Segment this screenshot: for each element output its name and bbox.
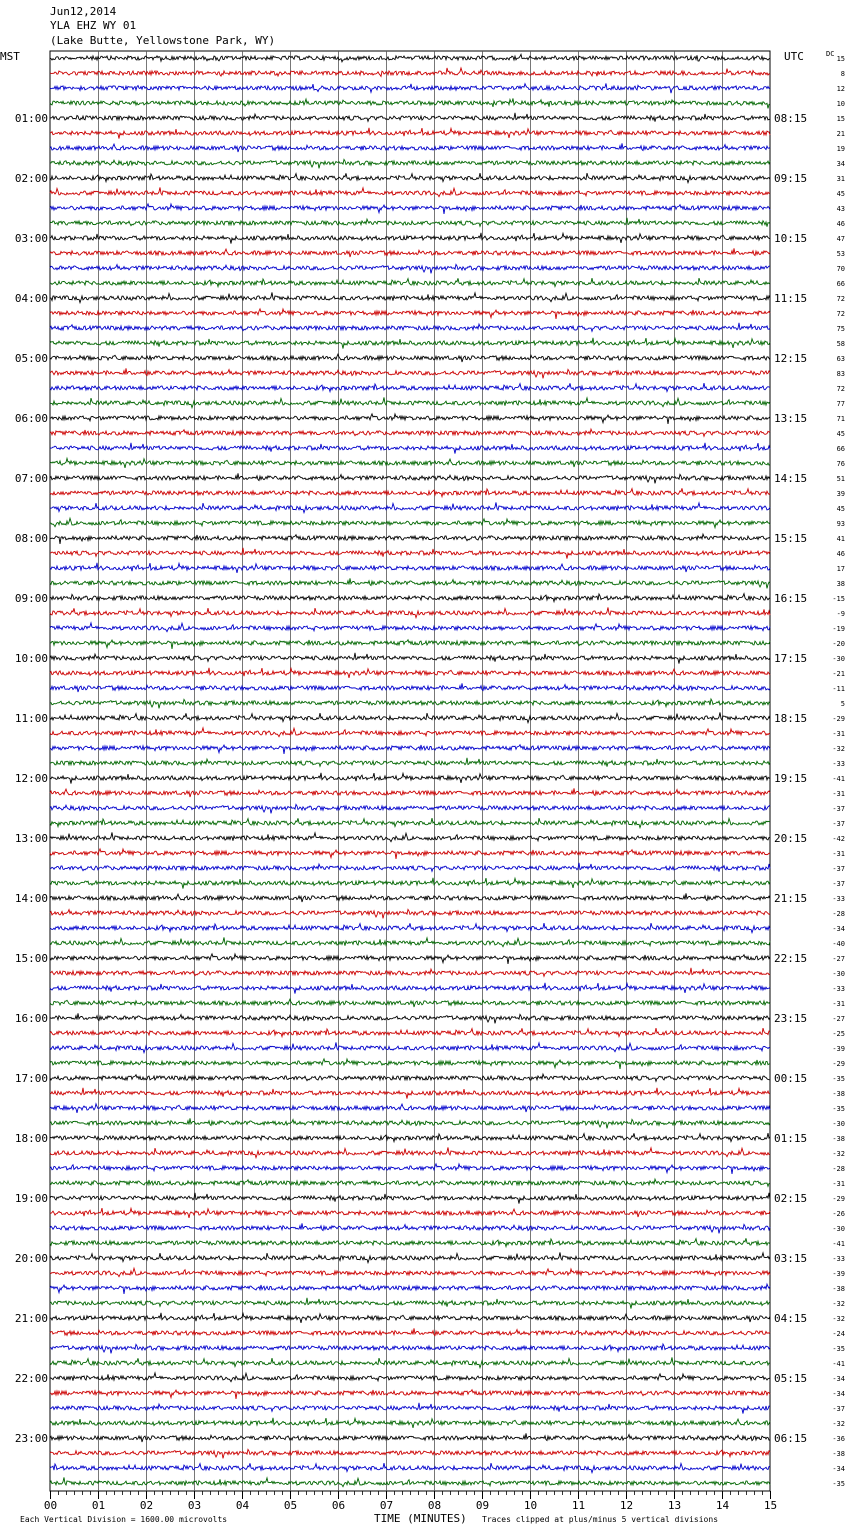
seismic-trace [50, 1357, 770, 1367]
seismic-trace [50, 1238, 770, 1246]
dc-offset-label: -26 [832, 1210, 845, 1218]
seismic-trace [50, 1252, 770, 1262]
seismic-trace [50, 1223, 770, 1233]
dc-offset-label: -40 [832, 940, 845, 948]
seismic-trace [50, 1284, 770, 1294]
seismic-trace [50, 1390, 770, 1399]
dc-offset-label: 15 [836, 115, 845, 123]
time-grid [50, 51, 770, 1491]
dc-offset-label: 31 [836, 175, 845, 183]
dc-offset-label: 34 [836, 160, 845, 168]
dc-offset-label: -37 [832, 1405, 845, 1413]
chart-date: Jun12,2014 [50, 5, 117, 18]
utc-hour-label: 03:15 [774, 1252, 808, 1265]
x-tick-label: 01 [91, 1499, 106, 1512]
seismic-trace [50, 1298, 770, 1309]
seismic-trace [50, 1328, 770, 1335]
seismic-trace [50, 248, 770, 257]
dc-offset-label: -38 [832, 1450, 845, 1458]
dc-offset-label: 45 [836, 190, 845, 198]
seismic-trace [50, 788, 770, 797]
dc-offset-label: -34 [832, 1375, 845, 1383]
seismic-trace [50, 607, 770, 617]
dc-offset-label: 66 [836, 445, 845, 453]
utc-hour-label: 01:15 [774, 1132, 808, 1145]
seismic-trace [50, 473, 770, 483]
dc-offset-label: 12 [836, 85, 845, 93]
mst-hour-label: 13:00 [14, 832, 48, 845]
seismic-trace [50, 264, 770, 273]
dc-offset-label: -11 [832, 685, 845, 693]
utc-hour-label: 23:15 [774, 1012, 808, 1025]
dc-offset-label: 46 [836, 220, 845, 228]
dc-offset-label: -33 [832, 760, 845, 768]
utc-axis-title: UTC [784, 50, 804, 63]
dc-offset-label: 46 [836, 550, 845, 558]
seismic-trace [50, 143, 770, 152]
seismic-trace [50, 233, 770, 244]
mst-hour-label: 20:00 [14, 1252, 48, 1265]
dc-offset-label: 41 [836, 535, 845, 543]
dc-offset-label: -24 [832, 1330, 845, 1338]
seismic-trace [50, 683, 770, 692]
seismic-trace [50, 1418, 770, 1428]
utc-hour-label: 21:15 [774, 892, 808, 905]
seismic-trace [50, 1463, 770, 1473]
dc-offset-label: 8 [840, 70, 845, 78]
dc-offset-label: -27 [832, 1015, 845, 1023]
x-tick-label: 15 [763, 1499, 778, 1512]
dc-offset-label: -20 [832, 640, 845, 648]
seismic-trace [50, 128, 770, 139]
seismic-trace [50, 1164, 770, 1174]
seismic-trace [50, 1074, 770, 1081]
seismic-trace [50, 502, 770, 512]
dc-offset-label: -39 [832, 1045, 845, 1053]
dc-offset-label: -35 [832, 1075, 845, 1083]
dc-offset-label: -28 [832, 1165, 845, 1173]
mst-hour-label: 12:00 [14, 772, 48, 785]
dc-offset-label: -32 [832, 1150, 845, 1158]
x-tick-label: 09 [475, 1499, 490, 1512]
clip-note: Traces clipped at plus/minus 5 vertical divisions [482, 1515, 719, 1524]
seismic-trace [50, 218, 770, 227]
seismic-trace [50, 113, 770, 122]
seismic-trace [50, 699, 770, 708]
seismic-trace [50, 488, 770, 496]
utc-hour-label: 22:15 [774, 952, 808, 965]
dc-offset-label: 53 [836, 250, 845, 258]
dc-offset-label: -27 [832, 955, 845, 963]
seismic-trace [50, 773, 770, 784]
station-location: (Lake Butte, Yellowstone Park, WY) [50, 34, 276, 47]
seismic-trace [50, 1403, 770, 1414]
dc-offset-label: 21 [836, 130, 845, 138]
dc-offset-label: 76 [836, 460, 845, 468]
dc-offset-label: -29 [832, 1060, 845, 1068]
dc-offset-label: -30 [832, 970, 845, 978]
dc-offset-label: -19 [832, 625, 845, 633]
dc-offset-label: 45 [836, 430, 845, 438]
utc-hour-label: 18:15 [774, 712, 808, 725]
dc-offset-label: -35 [832, 1480, 845, 1488]
seismic-trace [50, 804, 770, 813]
mst-hour-label: 02:00 [14, 172, 48, 185]
dc-offset-label: -35 [832, 1345, 845, 1353]
seismic-trace [50, 968, 770, 977]
dc-offset-label: 38 [836, 580, 845, 588]
dc-offset-label: -9 [836, 610, 845, 618]
seismic-trace [50, 1028, 770, 1037]
seismic-trace [50, 1193, 770, 1204]
seismic-trace [50, 878, 770, 889]
seismic-trace [50, 1013, 770, 1023]
seismic-trace [50, 563, 770, 573]
utc-hour-label: 19:15 [774, 772, 808, 785]
mst-axis-title: MST [0, 50, 20, 63]
seismic-trace [50, 518, 770, 527]
dc-offset-label: -34 [832, 925, 845, 933]
utc-hour-label: 15:15 [774, 532, 808, 545]
dc-offset-label: -38 [832, 1090, 845, 1098]
seismic-trace [50, 98, 770, 108]
dc-offset-label: -32 [832, 1300, 845, 1308]
seismic-trace [50, 1268, 770, 1276]
seismic-trace [50, 534, 770, 544]
utc-hour-label: 04:15 [774, 1312, 808, 1325]
dc-offset-label: -15 [832, 595, 845, 603]
dc-offset-label: -38 [832, 1135, 845, 1143]
dc-offset-label: -42 [832, 835, 845, 843]
dc-offset-label: -34 [832, 1465, 845, 1473]
mst-hour-label: 01:00 [14, 112, 48, 125]
dc-offset-label: -21 [832, 670, 845, 678]
mst-hour-label: 07:00 [14, 472, 48, 485]
dc-offset-label: -41 [832, 775, 845, 783]
mst-hour-label: 08:00 [14, 532, 48, 545]
dc-offset-label: -32 [832, 1420, 845, 1428]
dc-offset-label: -41 [832, 1360, 845, 1368]
dc-offset-label: -25 [832, 1030, 845, 1038]
x-tick-label: 12 [619, 1499, 634, 1512]
x-tick-label: 03 [187, 1499, 202, 1512]
seismic-trace [50, 1104, 770, 1113]
seismic-trace [50, 712, 770, 722]
seismic-trace [50, 653, 770, 664]
utc-hour-label: 09:15 [774, 172, 808, 185]
dc-offset-label: -33 [832, 895, 845, 903]
utc-hour-label: 13:15 [774, 412, 808, 425]
mst-hour-label: 19:00 [14, 1192, 48, 1205]
seismic-trace [50, 429, 770, 436]
seismic-trace [50, 368, 770, 378]
dc-offset-label: -29 [832, 1195, 845, 1203]
seismic-trace [50, 1208, 770, 1218]
seismic-trace [50, 668, 770, 678]
trace-group [50, 54, 770, 1486]
utc-hour-label: 16:15 [774, 592, 808, 605]
x-tick-label: 08 [427, 1499, 442, 1512]
mst-hour-label: 23:00 [14, 1432, 48, 1445]
dc-header-label: DC [826, 50, 835, 58]
seismic-trace [50, 383, 770, 392]
seismic-trace [50, 1118, 770, 1128]
dc-offset-label: -31 [832, 850, 845, 858]
dc-offset-label: 72 [836, 295, 845, 303]
x-tick-label: 00 [43, 1499, 58, 1512]
dc-offset-label: 75 [836, 325, 845, 333]
seismic-trace [50, 83, 770, 93]
dc-offset-label: -37 [832, 805, 845, 813]
dc-offset-label: 39 [836, 490, 845, 498]
seismic-trace [50, 1059, 770, 1069]
dc-offset-label: 19 [836, 145, 845, 153]
seismic-trace [50, 863, 770, 872]
seismic-trace [50, 292, 770, 302]
seismic-trace [50, 923, 770, 933]
dc-offset-label: 72 [836, 385, 845, 393]
seismic-trace [50, 999, 770, 1007]
seismic-trace [50, 354, 770, 362]
dc-offset-label: -33 [832, 1255, 845, 1263]
seismic-trace [50, 1477, 770, 1486]
seismic-trace [50, 745, 770, 754]
seismic-trace [50, 594, 770, 602]
x-tick-label: 11 [571, 1499, 586, 1512]
dc-offset-label: -31 [832, 730, 845, 738]
dc-offset-label: 5 [840, 700, 845, 708]
mst-hour-label: 16:00 [14, 1012, 48, 1025]
dc-offset-label: 77 [836, 400, 845, 408]
dc-offset-label: 71 [836, 415, 845, 423]
seismic-trace [50, 278, 770, 287]
seismic-trace [50, 909, 770, 918]
dc-offset-label: -32 [832, 745, 845, 753]
x-tick-label: 07 [379, 1499, 394, 1512]
station-id: YLA EHZ WY 01 [50, 19, 137, 32]
x-tick-label: 02 [139, 1499, 154, 1512]
seismic-trace [50, 1433, 770, 1442]
seismic-trace [50, 159, 770, 168]
dc-offset-label: -36 [832, 1435, 845, 1443]
seismic-trace [50, 173, 770, 183]
dc-offset-label: -31 [832, 1180, 845, 1188]
dc-offset-label: -38 [832, 1285, 845, 1293]
seismic-trace [50, 1373, 770, 1382]
scale-note: Each Vertical Division = 1600.00 microvolts [20, 1515, 228, 1524]
mst-hour-label: 17:00 [14, 1072, 48, 1085]
dc-offset-label: -30 [832, 1225, 845, 1233]
dc-offset-label: -31 [832, 790, 845, 798]
seismic-trace [50, 1179, 770, 1186]
dc-offset-label: -32 [832, 1315, 845, 1323]
x-tick-label: 10 [523, 1499, 538, 1512]
seismic-trace [50, 338, 770, 349]
dc-offset-label: 72 [836, 310, 845, 318]
x-tick-label: 14 [715, 1499, 730, 1512]
dc-offset-label: -31 [832, 1000, 845, 1008]
dc-offset-label: 58 [836, 340, 845, 348]
dc-offset-label: 10 [836, 100, 845, 108]
mst-hour-label: 11:00 [14, 712, 48, 725]
seismic-trace [50, 832, 770, 841]
mst-hour-label: 04:00 [14, 292, 48, 305]
x-tick-label: 13 [667, 1499, 682, 1512]
dc-offset-label: 45 [836, 505, 845, 513]
dc-offset-label: 15 [836, 55, 845, 63]
seismic-trace [50, 54, 770, 62]
utc-hour-label: 02:15 [774, 1192, 808, 1205]
plot-frame [50, 51, 770, 1491]
dc-offset-label: -30 [832, 1120, 845, 1128]
x-tick-label: 06 [331, 1499, 346, 1512]
seismic-trace [50, 578, 770, 588]
seismic-trace [50, 323, 770, 332]
seismic-trace [50, 309, 770, 319]
dc-offset-label: -33 [832, 985, 845, 993]
seismic-trace [50, 983, 770, 994]
utc-hour-label: 00:15 [774, 1072, 808, 1085]
mst-hour-label: 09:00 [14, 592, 48, 605]
seismic-trace [50, 818, 770, 828]
dc-offset-label: 83 [836, 370, 845, 378]
mst-hour-label: 15:00 [14, 952, 48, 965]
utc-hour-label: 20:15 [774, 832, 808, 845]
mst-hour-label: 22:00 [14, 1372, 48, 1385]
utc-hour-label: 11:15 [774, 292, 808, 305]
seismic-trace [50, 937, 770, 946]
dc-offset-label: 66 [836, 280, 845, 288]
seismic-trace [50, 204, 770, 214]
dc-offset-label: 43 [836, 205, 845, 213]
seismic-trace [50, 443, 770, 454]
utc-hour-label: 12:15 [774, 352, 808, 365]
seismic-trace [50, 954, 770, 964]
seismic-trace [50, 1147, 770, 1157]
dc-offset-label: 51 [836, 475, 845, 483]
mst-hour-label: 05:00 [14, 352, 48, 365]
utc-hour-label: 05:15 [774, 1372, 808, 1385]
mst-hour-label: 06:00 [14, 412, 48, 425]
seismic-trace [50, 849, 770, 859]
utc-hour-label: 06:15 [774, 1432, 808, 1445]
seismic-trace [50, 397, 770, 407]
dc-offset-label: -30 [832, 655, 845, 663]
mst-hour-label: 10:00 [14, 652, 48, 665]
seismic-trace [50, 893, 770, 902]
seismic-trace [50, 1344, 770, 1353]
mst-hour-label: 03:00 [14, 232, 48, 245]
dc-offset-label: -34 [832, 1390, 845, 1398]
seismic-trace [50, 458, 770, 468]
seismic-trace [50, 728, 770, 737]
dc-offset-label: -28 [832, 910, 845, 918]
seismic-trace [50, 68, 770, 77]
seismic-trace [50, 623, 770, 632]
utc-hour-label: 08:15 [774, 112, 808, 125]
dc-offset-label: -41 [832, 1240, 845, 1248]
seismic-trace [50, 758, 770, 767]
x-axis-title: TIME (MINUTES) [374, 1512, 467, 1525]
dc-offset-label: -37 [832, 820, 845, 828]
x-tick-label: 04 [235, 1499, 250, 1512]
dc-offset-label: 93 [836, 520, 845, 528]
seismic-trace [50, 640, 770, 649]
seismic-trace [50, 414, 770, 424]
mst-hour-label: 21:00 [14, 1312, 48, 1325]
dc-offset-label: -35 [832, 1105, 845, 1113]
dc-offset-label: 70 [836, 265, 845, 273]
seismic-trace [50, 1042, 770, 1052]
seismic-trace [50, 1133, 770, 1142]
utc-hour-label: 14:15 [774, 472, 808, 485]
seismic-trace [50, 187, 770, 196]
dc-offset-label: 47 [836, 235, 845, 243]
seismic-trace [50, 548, 770, 559]
dc-offset-label: 17 [836, 565, 845, 573]
dc-offset-label: -37 [832, 865, 845, 873]
dc-offset-label: -29 [832, 715, 845, 723]
dc-offset-label: -37 [832, 880, 845, 888]
dc-offset-label: -39 [832, 1270, 845, 1278]
dc-offset-label: 63 [836, 355, 845, 363]
seismic-trace [50, 1313, 770, 1323]
seismic-trace [50, 1449, 770, 1458]
x-tick-label: 05 [283, 1499, 298, 1512]
mst-hour-label: 18:00 [14, 1132, 48, 1145]
utc-hour-label: 17:15 [774, 652, 808, 665]
utc-hour-label: 10:15 [774, 232, 808, 245]
seismic-trace [50, 1088, 770, 1099]
mst-hour-label: 14:00 [14, 892, 48, 905]
